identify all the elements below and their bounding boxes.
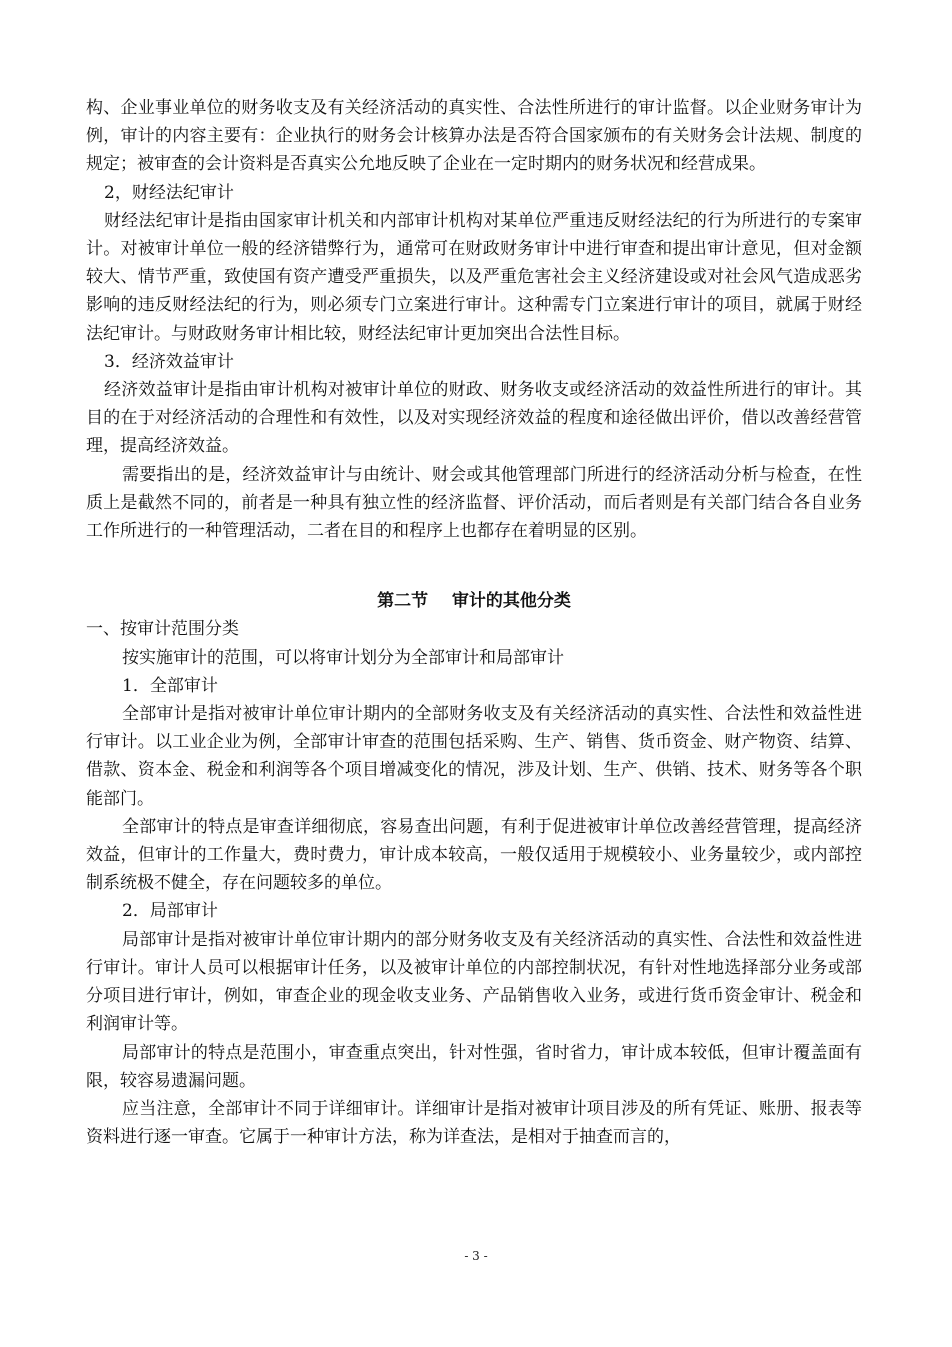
page-number: - 3 - [464,1249,488,1263]
paragraph: 局部审计是指对被审计单位审计期内的部分财务收支及有关经济活动的真实性、合法性和效益性进行审计。审计人员可以根据审计任务，以及被审计单位的内部控制状况，有针对性地选择部分业务或部分项目进行审计，例如，审查企业的现金收支业务、产品销售收入业务，或进行货币资金审计、税金和利润审计等。 [86,929,862,1035]
spacer [86,545,862,587]
document-page [86,94,862,1151]
paragraph: 需要指出的是，经济效益审计与由统计、财会或其他管理部门所进行的经济活动分析与检查，在性质上是截然不同的，前者是一种具有独立性的经济监督、评价活动，而后者则是有关部门结合各自业务工作所进行的一种管理活动，二者在目的和程序上也都存在着明显的区别。 [86,464,862,542]
paragraph: 构、企业事业单位的财务收支及有关经济活动的真实性、合法性所进行的审计监督。以企业财务审计为例，审计的内容主要有：企业执行的财务会计核算办法是否符合国家颁布的有关财务会计法规、制度的规定；被审查的会计资料是否真实公允地反映了企业在一定时期内的财务状况和经营成果。 [86,98,862,175]
paragraph: 按实施审计的范围，可以将审计划分为全部审计和局部审计 [122,647,564,668]
paragraph: 全部审计是指对被审计单位审计期内的全部财务收支及有关经济活动的真实性、合法性和效益性进行审计。以工业企业为例，全部审计审查的范围包括采购、生产、销售、货币资金、财产物资、结算、借款、资本金、税金和利润等各个项目增减变化的情况，涉及计划、生产、供销、技术、财务等各个职能部门。 [86,704,862,809]
subheading: 3．经济效益审计 [104,351,234,372]
paragraph: 应当注意，全部审计不同于详细审计。详细审计是指对被审计项目涉及的所有凭证、账册、报表等资料进行逐一审查。它属于一种审计方法，称为详查法，是相对于抽查而言的， [86,1098,862,1148]
subheading: 2．局部审计 [122,901,218,922]
subheading: 一、按审计范围分类 [86,619,239,640]
paragraph: 全部审计的特点是审查详细彻底，容易查出问题，有利于促进被审计单位改善经营管理，提高经济效益，但审计的工作量大，费时费力，审计成本较高，一般仅适用于规模较小、业务量较少，或内部控制系统极不健全，存在问题较多的单位。 [86,816,862,894]
paragraph: 财经法纪审计是指由国家审计机关和内部审计机构对某单位严重违反财经法纪的行为所进行的专案审计。对被审计单位一般的经济错弊行为，通常可在财政财务审计中进行审查和提出审计意见，但对金额较大、情节严重，致使国有资产遭受严重损失，以及严重危害社会主义经济建设或对社会风气造成恶劣影响的违反财经法纪的行为，则必须专门立案进行审计。这种需专门立案进行审计的项目，就属于财经法纪审计。与财政财务审计相比较，财经法纪审计更加突出合法性目标。 [86,210,862,344]
paragraph: 局部审计的特点是范围小，审查重点突出，针对性强，省时省力，审计成本较低，但审计覆盖面有限，较容易遗漏问题。 [86,1042,862,1091]
subheading: 2，财经法纪审计 [104,182,234,203]
section-title: 第二节 审计的其他分类 [377,591,571,612]
subheading: 1．全部审计 [122,675,218,696]
paragraph: 经济效益审计是指由审计机构对被审计单位的财政、财务收支或经济活动的效益性所进行的审计。其目的在于对经济活动的合理性和有效性，以及对实现经济效益的程度和途径做出评价，借以改善经营管理，提高经济效益。 [86,380,862,457]
